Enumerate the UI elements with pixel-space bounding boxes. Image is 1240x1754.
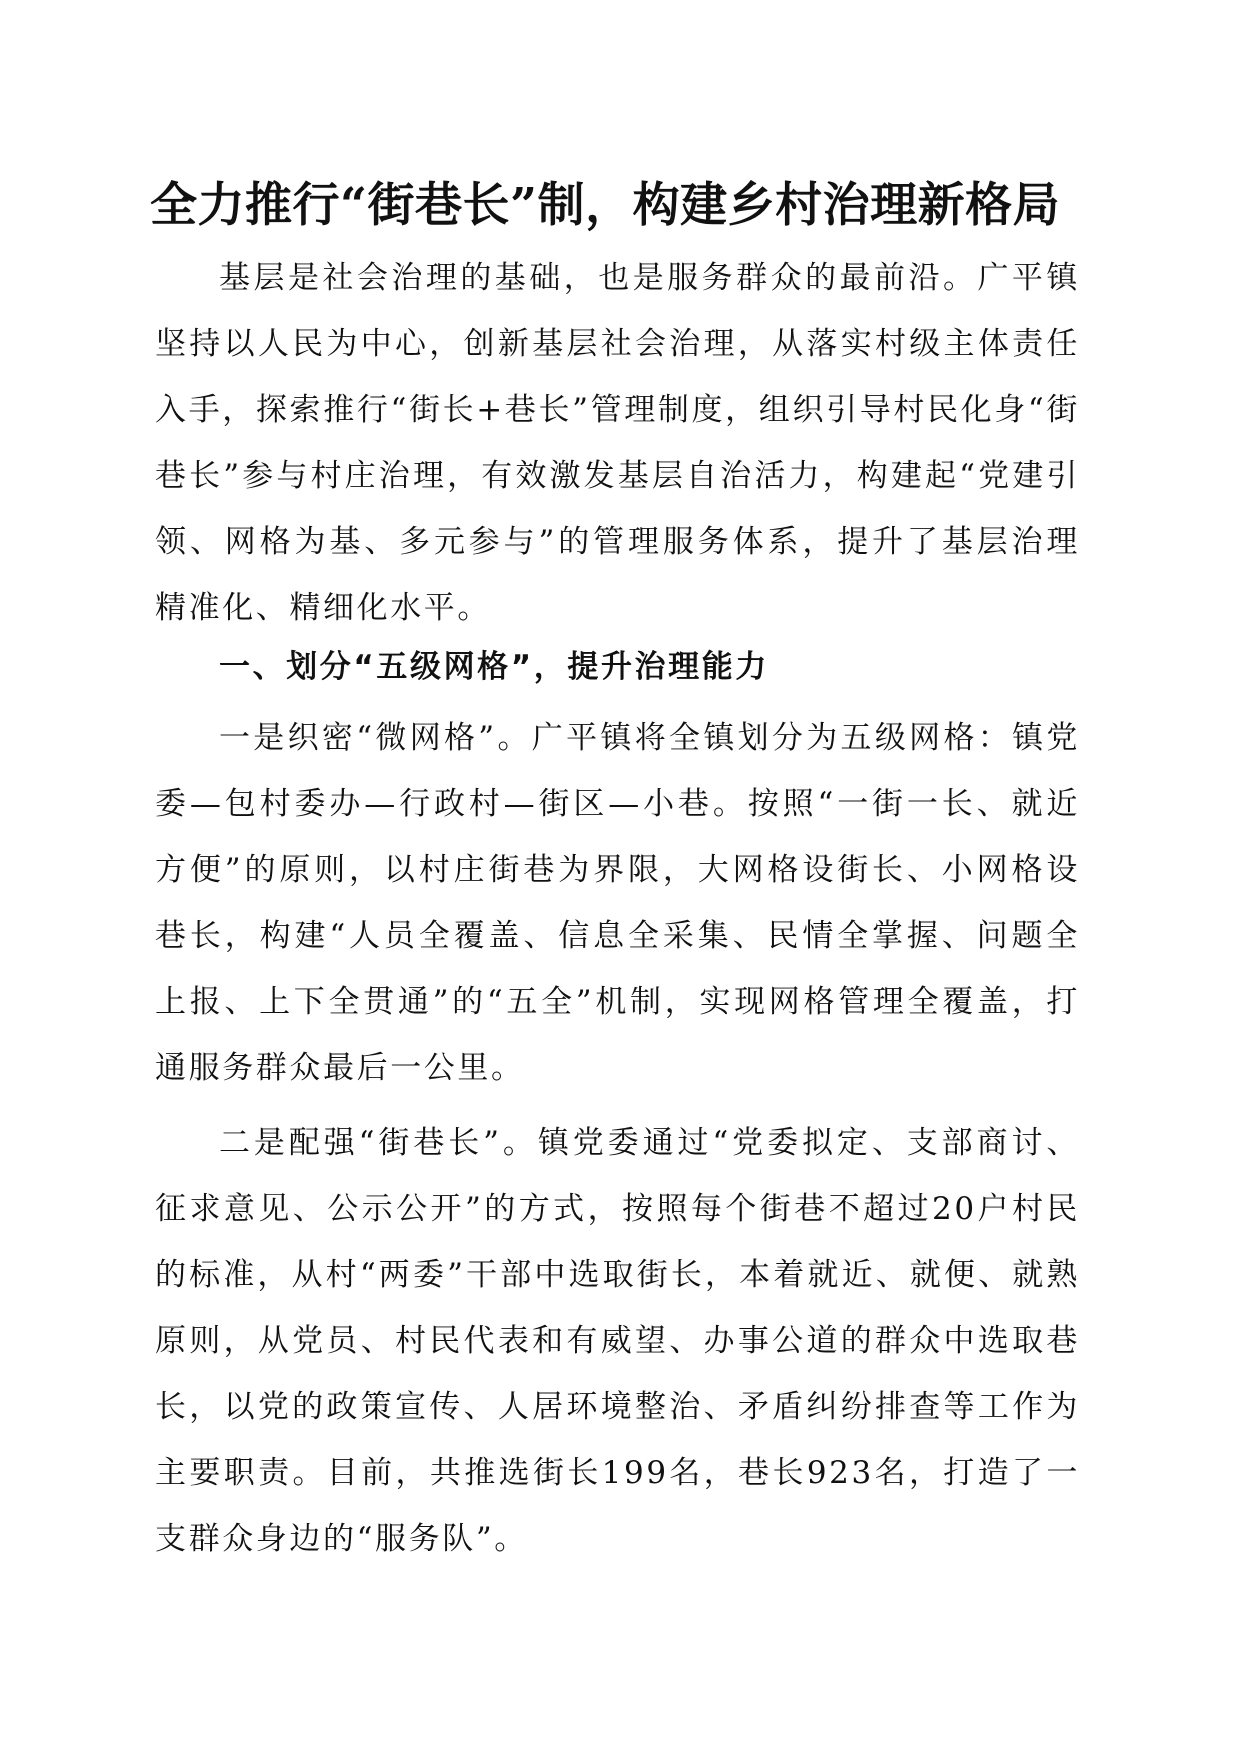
intro-paragraph: 基层是社会治理的基础，也是服务群众的最前沿。广平镇坚持以人民为中心，创新基层社会治理，从落实村级主体责任入手，探索推行“街长+巷长”管理制度，组织引导村民化身“街巷长”参与村庄治理，有效激发基层自治活力，构建起“党建引领、网格为基、多元参与”的管理服务体系，提升了基层治理精准化、精细化水平。 [155,260,1080,626]
paragraph-street-lane-heads: 二是配强“街巷长”。镇党委通过“党委拟定、支部商讨、征求意见、公示公开”的方式，按照每个街巷不超过20户村民的标准，从村“两委”干部中选取街长，本着就近、就便、就熟原则，从党员、村民代表和有威望、办事公道的群众中选取巷长，以党的政策宣传、人居环境整治、矛盾纠纷排查等工作为主要职责。目前，共推选街长199名，巷长923名，打造了一支群众身边的“服务队”。 [155,1125,1080,1557]
paragraph-micro-grid: 一是织密“微网格”。广平镇将全镇划分为五级网格：镇党委—包村委办—行政村—街区—小巷。按照“一街一长、就近方便”的原则，以村庄街巷为界限，大网格设街长、小网格设巷长，构建“人员全覆盖、信息全采集、民情全掌握、问题全上报、上下全贯通”的“五全”机制，实现网格管理全覆盖，打通服务群众最后一公里。 [155,720,1080,1086]
document-title: 全力推行“街巷长”制，构建乡村治理新格局 [150,178,1061,233]
section-heading: 一、划分“五级网格”，提升治理能力 [219,649,769,685]
